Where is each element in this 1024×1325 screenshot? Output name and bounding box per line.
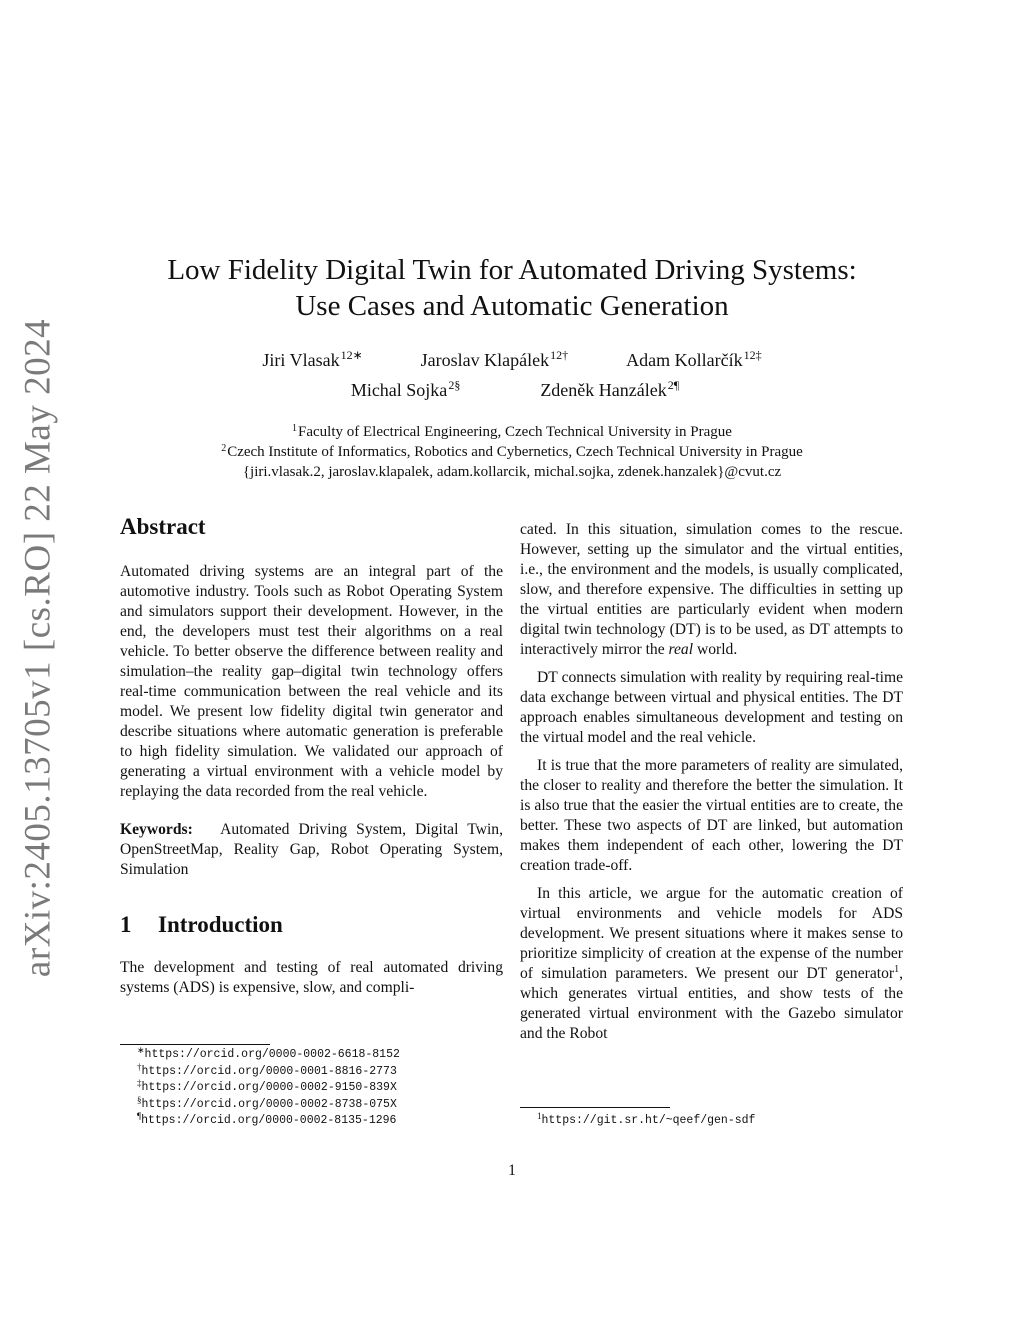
affiliation-2: $^2$Czech Institute of Informatics, Robotics and Cybernetics, Czech Technical University in Prague	[221, 443, 803, 460]
author: Adam Kollarčík$^{12\ddagger}$	[626, 348, 762, 370]
section-heading-introduction	[120, 910, 503, 940]
right-column	[520, 520, 903, 1044]
arxiv-side-stamp	[8, 0, 68, 1325]
footnote-orcid: §https://orcid.org/0000-0002-8738-075X	[137, 1094, 397, 1111]
author: Zdeněk Hanzálek$^{2\P}$	[540, 378, 680, 400]
keywords-label: Keywords:	[120, 821, 193, 838]
right-footnotes	[537, 1113, 907, 1130]
section-number: 1	[120, 912, 132, 937]
author: Jaroslav Klapálek$^{12\dagger}$	[420, 348, 569, 370]
page-number: 1	[508, 1162, 516, 1179]
section-title: Introduction	[158, 912, 283, 937]
right-paragraph-4: In this article, we argue for the automatic creation of virtual environments and vehicle models for ADS development. We present situations where it makes sense to prioritize simplicity of creation at the expense of the number of simulation parameters. We present our DT generator$^1$, which generates virtual entities, and show tests of the generated virtual environment with the Gazebo simulator and the Robot	[520, 885, 903, 1042]
footnote-marker: 1	[894, 964, 900, 975]
title-line-2: Use Cases and Automatic Generation	[295, 290, 729, 322]
author-row-2	[120, 375, 904, 405]
footnote-orcid: ‡https://orcid.org/0000-0002-9150-839X	[137, 1078, 397, 1094]
arxiv-identifier: arXiv:2405.13705v1 [cs.RO] 22 May 2024	[17, 318, 59, 978]
abstract-text: Automated driving systems are an integral part of the automotive industry. Tools such as Robot Operating System and simulators support their development. However, in the end, the developers must test their algorithms on a real vehicle. To better observe the difference between reality and simulation–the reality gap–digital twin technology offers real-time communication between the real vehicle and its model. We present low fidelity digital twin generator and describe situations where automatic generation is preferable to high fidelity simulation. We validated our approach of generating a virtual environment with a vehicle model by replaying the data recorded from the real vehicle.	[120, 563, 503, 800]
footnote-orcid: ∗https://orcid.org/0000-0002-6618-8152	[137, 1045, 400, 1061]
author-emails: {jiri.vlasak.2, jaroslav.klapalek, adam.kollarcik, michal.sojka, zdenek.hanzalek}@cvut.cz	[242, 464, 782, 480]
footnote-orcid: †https://orcid.org/0000-0001-8816-2773	[137, 1061, 397, 1078]
keywords-text: Automated Driving System, Digital Twin, OpenStreetMap, Reality Gap, Robot Operating System, Simulation	[120, 821, 503, 878]
author-row-1	[120, 345, 904, 375]
right-paragraph-1: cated. In this situation, simulation comes to the rescue. However, setting up the simulator and the virtual entities, i.e., the environment and the models, is usually complicated, slow, and therefore expensive. The difficulties in setting up the virtual entities are particularly evident when modern digital twin technology (DT) is to be used, as DT attempts to interactively mirror the real world.	[520, 521, 903, 658]
author: Jiri Vlasak$^{12∗}$	[262, 348, 363, 370]
footnote-repository: $^1$https://git.sr.ht/~qeef/gen-sdf	[537, 1111, 756, 1127]
right-paragraph-2: DT connects simulation with reality by requiring real-time data exchange between virtual and physical entities. The DT approach enables simultaneous development and testing on the virtual model and the real vehicle.	[520, 669, 903, 746]
intro-paragraph-1: The development and testing of real automated driving systems (ADS) is expensive, slow, and compli-	[120, 959, 503, 996]
abstract-heading: Abstract	[120, 514, 206, 539]
author-list	[120, 345, 904, 405]
right-paragraph-3: It is true that the more parameters of reality are simulated, the closer to reality and therefore the better the simulation. It is also true that the easier the virtual entities are to create, the better. These two aspects of DT are linked, but automation makes them independent of each other, lowering the DT creation trade-off.	[520, 757, 903, 874]
author: Michal Sojka$^{2\S}$	[350, 378, 461, 400]
affiliation-1: $^1$Faculty of Electrical Engineering, Czech Technical University in Prague	[292, 423, 732, 440]
emphasis-real: real	[668, 641, 694, 658]
left-footnotes	[137, 1047, 507, 1130]
footnote-orcid: ¶https://orcid.org/0000-0002-8135-1296	[137, 1111, 397, 1127]
right-footnote-rule	[520, 1107, 670, 1108]
left-column	[120, 512, 503, 998]
affiliations	[120, 422, 904, 482]
keywords	[120, 820, 503, 880]
paper-title	[120, 252, 904, 324]
title-line-1: Low Fidelity Digital Twin for Automated Driving Systems:	[167, 254, 857, 286]
